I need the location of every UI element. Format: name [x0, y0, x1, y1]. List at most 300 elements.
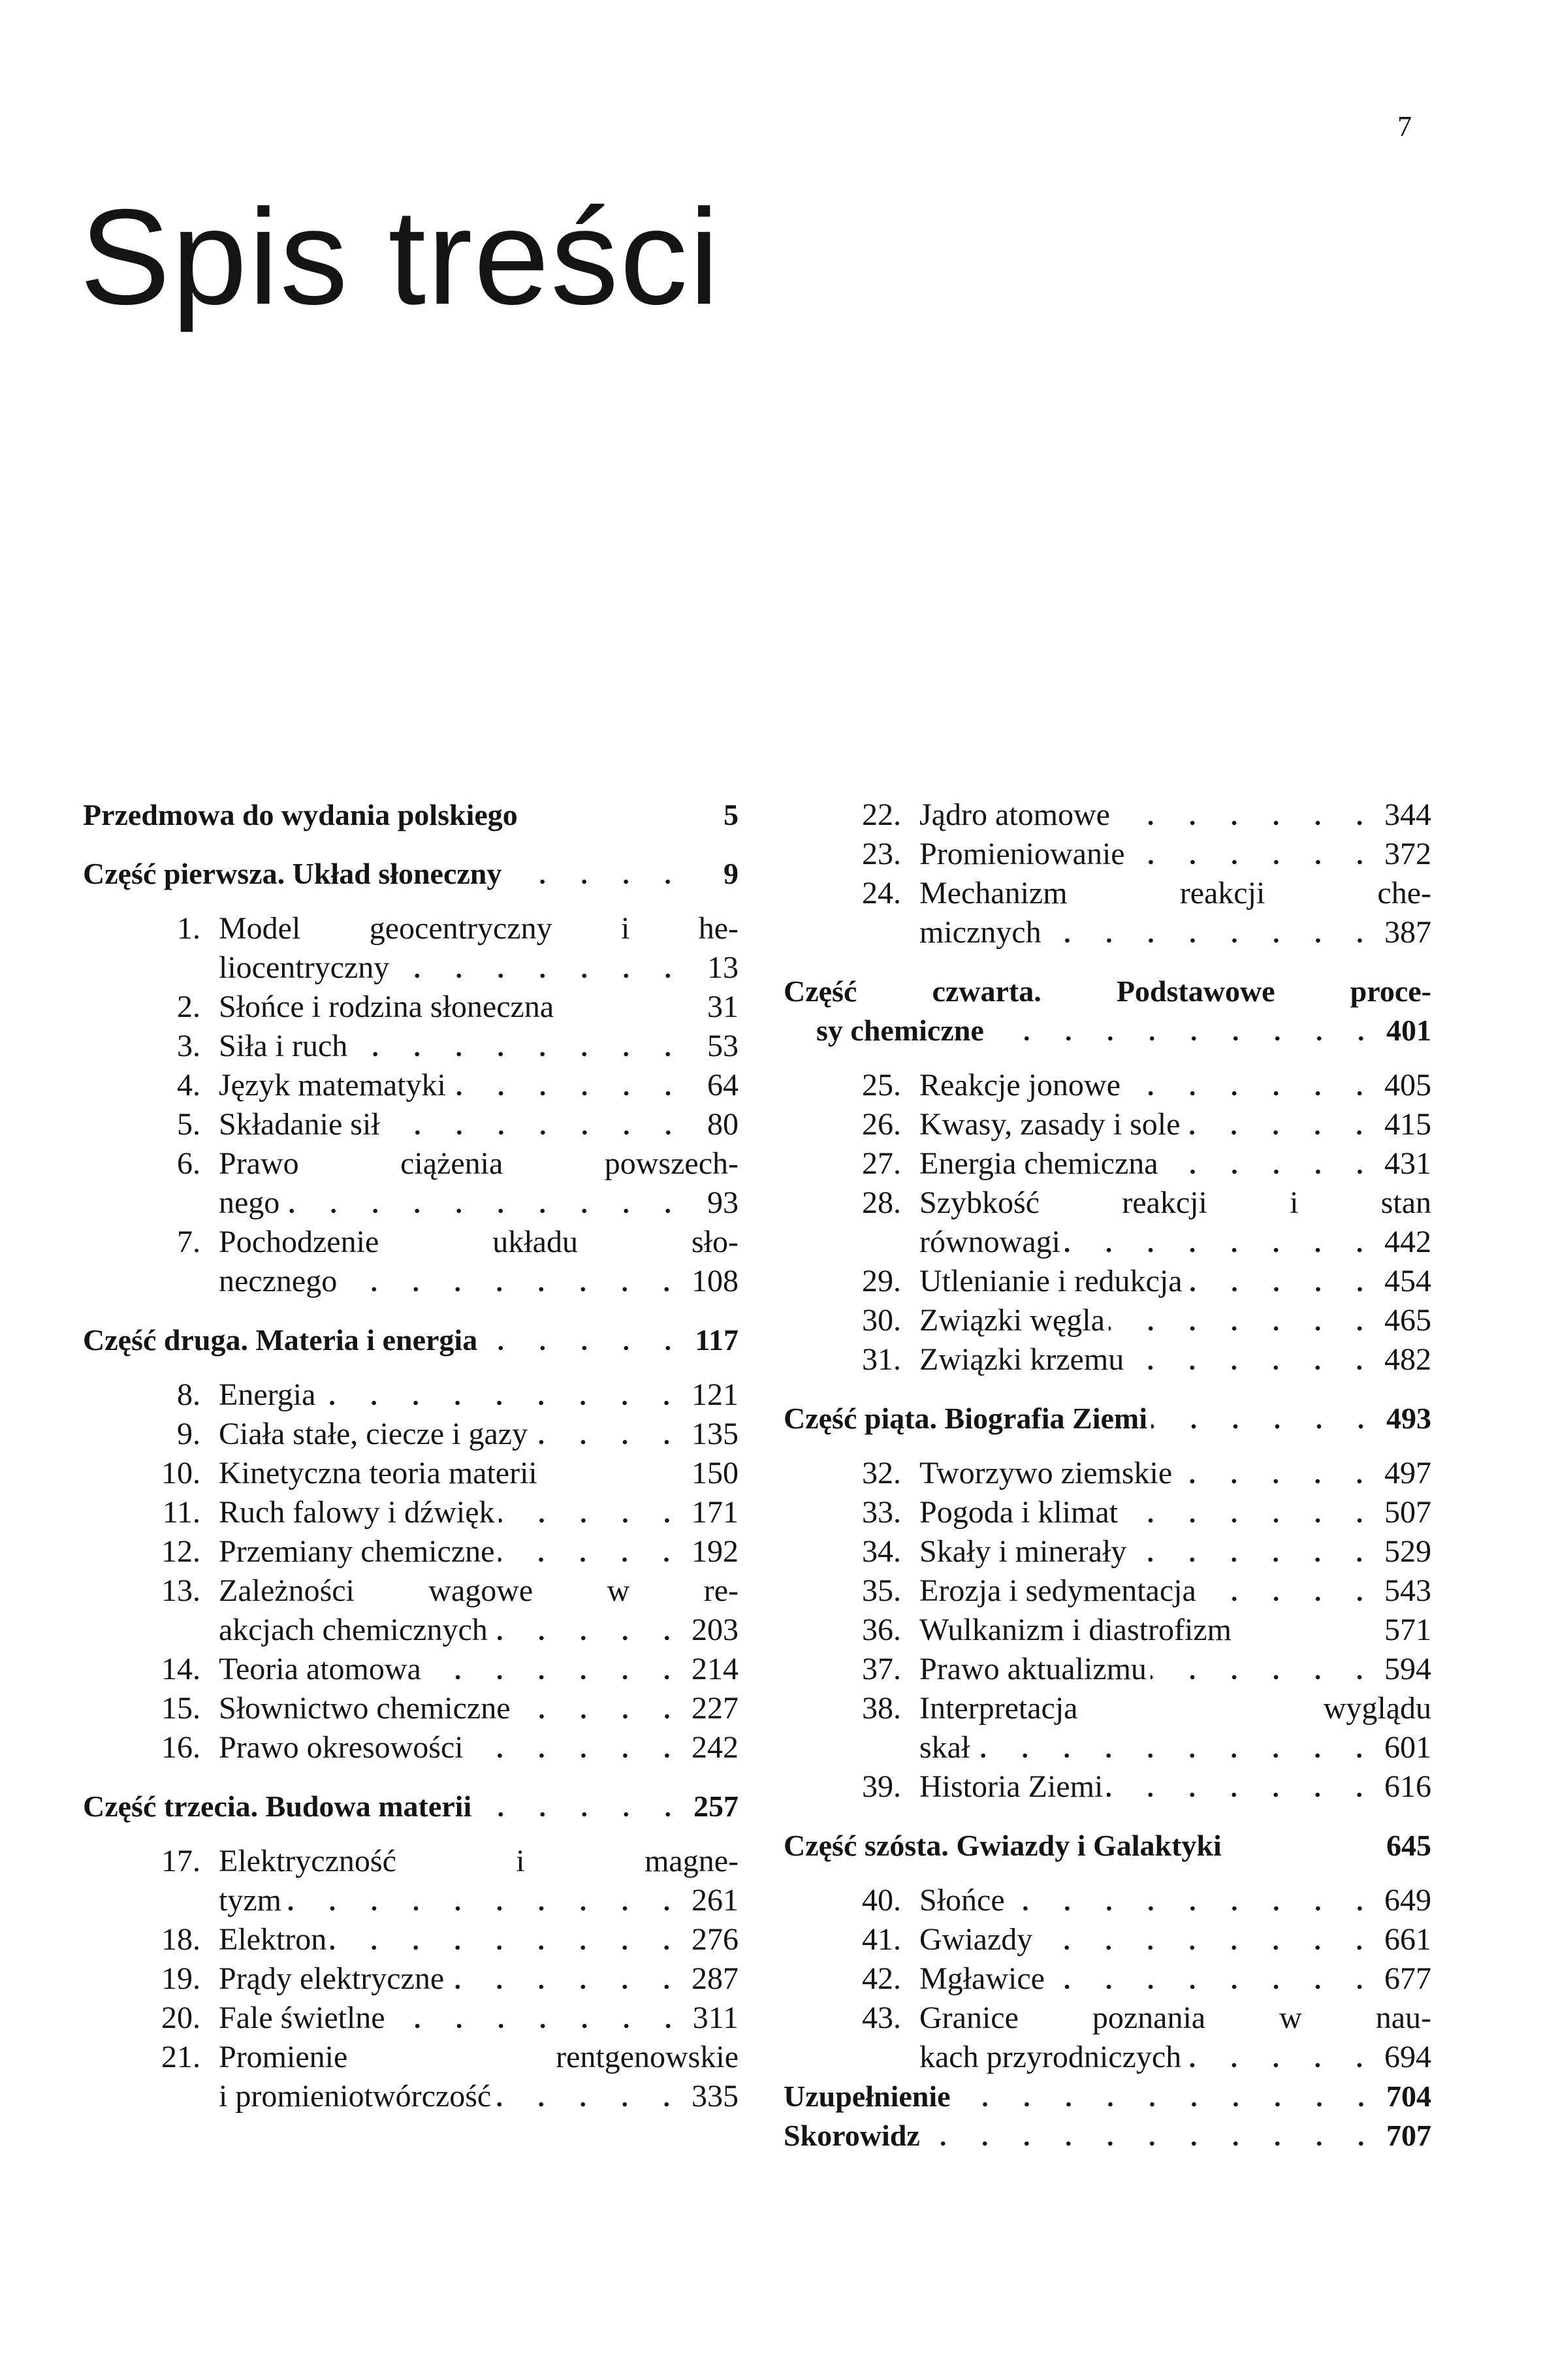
toc-column-left [83, 796, 739, 2116]
entry-title: Związki krzemu [919, 1342, 1124, 1377]
toc-line [83, 1728, 739, 1767]
entry-title: Fale świetlne [219, 2001, 385, 2035]
page-ref: 465 [1384, 1303, 1431, 1338]
entry-number: 5. [177, 1107, 200, 1142]
page-ref: 214 [692, 1652, 739, 1686]
entry-number: 10. [161, 1456, 200, 1490]
toc-line [784, 1999, 1431, 2038]
page-ref: 335 [692, 2079, 739, 2114]
dot-leader [974, 1752, 1380, 1760]
dot-leader [1009, 1905, 1380, 1912]
toc-entry[interactable] [83, 1493, 739, 1532]
toc-entry[interactable] [83, 1920, 739, 1959]
dot-leader [1184, 1129, 1380, 1136]
dot-leader [1128, 1364, 1380, 1372]
page-ref: 93 [707, 1185, 739, 1220]
toc-entry[interactable] [83, 1105, 739, 1144]
entry-title: tyzm [219, 1883, 281, 1918]
toc-line [784, 1767, 1431, 1807]
entry-title: Historia Ziemi [919, 1769, 1104, 1804]
toc-line [83, 1105, 739, 1144]
toc-entry[interactable] [784, 1920, 1431, 1959]
toc-entry[interactable] [83, 1375, 739, 1415]
dot-leader [1129, 858, 1380, 866]
toc-line [784, 1826, 1431, 1865]
page-ref: 661 [1384, 1922, 1431, 1957]
entry-title: Część piąta. Biografia Ziemi [784, 1402, 1148, 1435]
toc-line [784, 1301, 1431, 1340]
entry-title: Uzupełnienie [784, 2080, 951, 2113]
toc-line [83, 1321, 739, 1360]
toc-line [784, 1183, 1431, 1223]
entry-title: Interpretacja wyglądu [919, 1691, 1431, 1726]
dot-leader [1049, 1983, 1380, 1991]
page-ref: 415 [1384, 1107, 1431, 1142]
dot-leader [1122, 1517, 1380, 1524]
toc-line [784, 1650, 1431, 1689]
page-ref: 645 [1386, 1829, 1431, 1862]
entry-title: Pochodzenie układu sło- [219, 1225, 739, 1259]
entry-title: Język matematyki [219, 1068, 446, 1102]
toc-line [784, 2038, 1431, 2077]
entry-title: Składanie sił [219, 1107, 380, 1142]
entry-number: 4. [177, 1068, 200, 1102]
toc-line [83, 1415, 739, 1454]
page-ref: 257 [693, 1790, 739, 1823]
toc-line [784, 2116, 1431, 2155]
entry-title: Część czwarta. Podstawowe proce- [784, 974, 1431, 1008]
entry-title: necznego [219, 1264, 338, 1298]
dot-leader [924, 2140, 1382, 2147]
toc-entry[interactable] [784, 1183, 1431, 1262]
toc-line [83, 1493, 739, 1532]
entry-number: 26. [862, 1107, 901, 1142]
toc-part-heading[interactable] [83, 1321, 739, 1360]
page-ref: 543 [1384, 1573, 1431, 1608]
toc-entry[interactable] [83, 1689, 739, 1728]
page-ref: 649 [1384, 1883, 1431, 1918]
entry-number: 38. [862, 1691, 901, 1726]
toc-line [83, 796, 739, 835]
page-ref: 53 [707, 1029, 739, 1063]
entry-number: 14. [161, 1652, 200, 1686]
entry-number: 23. [862, 837, 901, 871]
toc-entry[interactable] [83, 909, 739, 988]
dot-leader [955, 2100, 1382, 2108]
toc-line [784, 1223, 1431, 1262]
entry-title: Ruch falowy i dźwięk [219, 1495, 495, 1530]
dot-leader [285, 1905, 688, 1912]
toc-entry[interactable] [784, 1881, 1431, 1920]
toc-entry[interactable] [784, 1959, 1431, 1999]
entry-title: liocentryczny [219, 950, 390, 985]
dot-leader [341, 1285, 688, 1293]
entry-number: 34. [862, 1534, 901, 1569]
entry-number: 22. [862, 797, 901, 832]
toc-line [784, 1144, 1431, 1183]
toc-line [83, 1787, 739, 1826]
toc-entry[interactable] [784, 1493, 1431, 1532]
entry-number: 28. [862, 1185, 901, 1220]
page-ref: 203 [692, 1613, 739, 1647]
dot-leader [499, 1517, 688, 1524]
entry-number: 24. [862, 876, 901, 910]
dot-leader [425, 1673, 688, 1681]
toc-line [83, 1027, 739, 1066]
page-ref: 507 [1384, 1495, 1431, 1530]
toc-line [784, 1881, 1431, 1920]
page-ref: 108 [692, 1264, 739, 1298]
entry-title: Słownictwo chemiczne [219, 1691, 511, 1726]
page-ref: 121 [692, 1377, 739, 1412]
toc-line [83, 1375, 739, 1415]
entry-title: Energia chemiczna [919, 1146, 1158, 1181]
toc-line [83, 854, 739, 893]
entry-number: 31. [862, 1342, 901, 1377]
toc-entry[interactable] [784, 874, 1431, 952]
toc-entry[interactable] [83, 1066, 739, 1105]
dot-leader [1151, 1673, 1380, 1681]
page-ref: 482 [1384, 1342, 1431, 1377]
entry-title: Promieniowanie [919, 837, 1125, 871]
toc-entry[interactable] [83, 1959, 739, 1999]
entry-number: 11. [162, 1495, 200, 1530]
dot-leader [532, 1438, 688, 1446]
toc-entry[interactable] [784, 835, 1431, 874]
toc-entry[interactable] [784, 1262, 1431, 1301]
entry-title: Ciała stałe, ciecze i gazy [219, 1417, 528, 1451]
page-ref: 387 [1384, 915, 1431, 950]
toc-entry[interactable] [784, 1066, 1431, 1105]
toc-entry[interactable] [83, 1415, 739, 1454]
toc-part-heading[interactable] [784, 1399, 1431, 1438]
page-ref: 405 [1384, 1068, 1431, 1102]
toc-part-heading[interactable] [784, 1826, 1431, 1865]
entry-title: Utlenianie i redukcja [919, 1264, 1183, 1298]
toc-entry[interactable] [83, 1454, 739, 1493]
toc-line [784, 2077, 1431, 2116]
toc-line [784, 1399, 1431, 1438]
entry-number: 18. [161, 1922, 200, 1957]
dot-leader [1176, 1477, 1380, 1485]
toc-line [83, 1066, 739, 1105]
dot-leader [319, 1399, 688, 1407]
toc-line [83, 1144, 739, 1183]
page-ref: 117 [695, 1323, 739, 1357]
dot-leader [498, 1556, 688, 1564]
toc-entry[interactable] [784, 1571, 1431, 1611]
entry-title: skał [919, 1730, 970, 1765]
entry-number: 15. [161, 1691, 200, 1726]
entry-title: Związki węgla [919, 1303, 1105, 1338]
entry-number: 36. [862, 1613, 901, 1647]
entry-title: równowagi [919, 1225, 1060, 1259]
entry-title: Część pierwsza. Układ słoneczny [83, 857, 502, 890]
dot-leader [1064, 1246, 1380, 1254]
toc-line [784, 835, 1431, 874]
entry-title: Zależności wagowe w re- [219, 1573, 739, 1608]
dot-leader [1162, 1168, 1380, 1176]
entry-number: 7. [177, 1225, 200, 1259]
page-ref: 694 [1384, 2040, 1431, 2074]
dot-leader [505, 878, 689, 886]
entry-title: Kinetyczna teoria materii [219, 1456, 537, 1490]
toc-entry[interactable] [784, 1999, 1431, 2077]
page-ref: 261 [692, 1883, 739, 1918]
dot-leader [1114, 819, 1380, 827]
page-ref: 601 [1384, 1730, 1431, 1765]
entry-title: Skorowidz [784, 2119, 920, 2152]
entry-number: 40. [862, 1883, 901, 1918]
dot-leader [468, 1752, 688, 1760]
dot-leader [1130, 1556, 1380, 1564]
toc-entry[interactable] [83, 1650, 739, 1689]
toc-line [784, 796, 1431, 835]
entry-title: Kwasy, zasady i sole [919, 1107, 1181, 1142]
entry-number: 2. [177, 989, 200, 1024]
toc-line [83, 909, 739, 948]
entry-title: Teoria atomowa [219, 1652, 421, 1686]
dot-leader [481, 1344, 689, 1352]
toc-line [83, 1183, 739, 1223]
entry-number: 25. [862, 1068, 901, 1102]
entry-title: Słońce [919, 1883, 1005, 1918]
dot-leader [1151, 1423, 1382, 1430]
page-ref: 704 [1386, 2080, 1431, 2113]
entry-number: 9. [177, 1417, 200, 1451]
entry-title: Mechanizm reakcji che- [919, 876, 1431, 910]
entry-title: Promienie rentgenowskie [219, 2040, 739, 2074]
dot-leader [1124, 1089, 1380, 1097]
page-ref: 135 [692, 1417, 739, 1451]
toc-line [83, 1999, 739, 2038]
toc-column-right [784, 796, 1431, 2155]
dot-leader [1200, 1595, 1380, 1603]
dot-leader [330, 1944, 688, 1952]
toc-entry[interactable] [784, 1301, 1431, 1340]
page-ref: 497 [1384, 1456, 1431, 1490]
entry-number: 1. [177, 911, 200, 946]
dot-leader [492, 1634, 688, 1642]
page-ref: 616 [1384, 1769, 1431, 1804]
toc-entry[interactable] [784, 1454, 1431, 1493]
dot-leader [1185, 2061, 1380, 2069]
toc-line [784, 1689, 1431, 1728]
toc-line [83, 1223, 739, 1262]
entry-number: 27. [862, 1146, 901, 1181]
page-ref: 64 [707, 1068, 739, 1102]
page-ref: 401 [1386, 1014, 1431, 1047]
entry-title: Część druga. Materia i energia [83, 1323, 478, 1357]
entry-title: Pogoda i klimat [919, 1495, 1118, 1530]
entry-number: 13. [161, 1573, 200, 1608]
page-ref: 150 [692, 1456, 739, 1490]
toc-line [784, 1920, 1431, 1959]
page-ref: 529 [1384, 1534, 1431, 1569]
dot-leader [1109, 1325, 1380, 1332]
toc-entry[interactable] [784, 1689, 1431, 1767]
page-ref: 372 [1384, 837, 1431, 871]
toc-entry[interactable] [784, 796, 1431, 835]
dot-leader [393, 972, 689, 980]
toc-part-heading[interactable] [784, 972, 1431, 1050]
page-ref: 311 [692, 2001, 739, 2035]
page-ref: 276 [692, 1922, 739, 1957]
entry-title: kach przyrodniczych [919, 2040, 1182, 2074]
entry-title: Skały i minerały [919, 1534, 1127, 1569]
entry-number: 32. [862, 1456, 901, 1490]
entry-number: 39. [862, 1769, 901, 1804]
entry-number: 16. [161, 1730, 200, 1765]
page-ref: 442 [1384, 1225, 1431, 1259]
toc-line [83, 1262, 739, 1301]
toc-line [83, 2077, 739, 2116]
toc-entry[interactable] [784, 1105, 1431, 1144]
entry-title: nego [219, 1185, 280, 1220]
toc-line [83, 988, 739, 1027]
toc-line [784, 1728, 1431, 1767]
entry-title: Mgławice [919, 1961, 1045, 1996]
entry-title: sy chemiczne [816, 1014, 984, 1047]
page-ref: 13 [707, 950, 739, 985]
entry-title: Prawo aktualizmu [919, 1652, 1147, 1686]
entry-title: Reakcje jonowe [919, 1068, 1121, 1102]
page-ref: 80 [707, 1107, 739, 1142]
page-ref: 9 [724, 857, 739, 890]
entry-number: 6. [177, 1146, 200, 1181]
entry-title: Energia [219, 1377, 316, 1412]
entry-title: Tworzywo ziemskie [919, 1456, 1173, 1490]
dot-leader [988, 1035, 1382, 1042]
page-ref: 594 [1384, 1652, 1431, 1686]
toc-line [83, 2038, 739, 2077]
page-ref: 192 [692, 1534, 739, 1569]
entry-title: Prawo ciążenia powszech- [219, 1146, 739, 1181]
toc-entry[interactable] [784, 1611, 1431, 1650]
toc-line [83, 1650, 739, 1689]
page-ref: 454 [1384, 1264, 1431, 1298]
entry-number: 3. [177, 1029, 200, 1063]
toc-entry[interactable] [83, 1728, 739, 1767]
toc-entry[interactable] [784, 1144, 1431, 1183]
entry-number: 21. [161, 2040, 200, 2074]
toc-entry[interactable] [83, 1223, 739, 1301]
toc-line [83, 1532, 739, 1571]
toc-entry[interactable] [83, 1532, 739, 1571]
entry-title: Przemiany chemiczne [219, 1534, 495, 1569]
entry-title: Elektryczność i magne- [219, 1844, 739, 1878]
toc-part-heading[interactable] [784, 2077, 1431, 2116]
page-ref: 493 [1386, 1402, 1431, 1435]
page-ref: 571 [1384, 1613, 1431, 1647]
dot-leader [384, 1129, 689, 1136]
toc-line [784, 1454, 1431, 1493]
page-ref: 707 [1386, 2119, 1431, 2152]
page-ref: 242 [692, 1730, 739, 1765]
dot-leader [1045, 937, 1380, 944]
entry-number: 41. [862, 1922, 901, 1957]
entry-number: 29. [862, 1264, 901, 1298]
dot-leader [1107, 1791, 1380, 1799]
page-ref: 5 [724, 798, 739, 831]
entry-number: 17. [161, 1844, 200, 1878]
toc-line [784, 1011, 1431, 1050]
toc-line [784, 1611, 1431, 1650]
toc-line [784, 1959, 1431, 1999]
dot-leader [1186, 1285, 1381, 1293]
toc-line [784, 1340, 1431, 1379]
page-number: 7 [1397, 110, 1412, 142]
page-ref: 344 [1384, 797, 1431, 832]
toc-entry[interactable] [784, 1532, 1431, 1571]
toc-entry[interactable] [83, 2038, 739, 2116]
entry-number: 12. [161, 1534, 200, 1569]
entry-title: Jądro atomowe [919, 797, 1110, 832]
dot-leader [351, 1050, 689, 1058]
toc-line [784, 913, 1431, 952]
dot-leader [495, 2100, 688, 2108]
entry-number: 43. [862, 2001, 901, 2035]
dot-leader [450, 1089, 689, 1097]
entry-title: i promieniotwórczość [219, 2079, 492, 2114]
page-ref: 31 [707, 989, 739, 1024]
toc-line [83, 1454, 739, 1493]
toc-line [83, 948, 739, 988]
toc-entry[interactable] [83, 988, 739, 1027]
toc-part-heading[interactable] [83, 796, 739, 835]
toc-entry[interactable] [784, 1650, 1431, 1689]
entry-number: 19. [161, 1961, 200, 1996]
toc-entry[interactable] [83, 1144, 739, 1223]
dot-leader [475, 1810, 689, 1818]
entry-title: Erozja i sedymentacja [919, 1573, 1196, 1608]
toc-entry[interactable] [83, 1999, 739, 2038]
toc-entry[interactable] [784, 1340, 1431, 1379]
toc-line [83, 1571, 739, 1611]
toc-line [784, 1066, 1431, 1105]
toc-line [83, 1881, 739, 1920]
toc-part-heading[interactable] [784, 2116, 1431, 2155]
page-ref: 431 [1384, 1146, 1431, 1181]
entry-title: Prądy elektryczne [219, 1961, 445, 1996]
toc-line [784, 1262, 1431, 1301]
entry-number: 42. [862, 1961, 901, 1996]
entry-number: 35. [862, 1573, 901, 1608]
entry-title: Granice poznania w nau- [919, 2001, 1431, 2035]
toc-line [83, 1611, 739, 1650]
toc-entry[interactable] [83, 1842, 739, 1920]
page-ref: 677 [1384, 1961, 1431, 1996]
entry-number: 20. [161, 2001, 200, 2035]
entry-title: Szybkość reakcji i stan [919, 1185, 1431, 1220]
page-ref: 287 [692, 1961, 739, 1996]
toc-entry[interactable] [83, 1027, 739, 1066]
entry-title: micznych [919, 915, 1042, 950]
toc-line [784, 1105, 1431, 1144]
entry-number: 37. [862, 1652, 901, 1686]
toc-entry[interactable] [83, 1571, 739, 1650]
entry-number: 33. [862, 1495, 901, 1530]
entry-title: akcjach chemicznych [219, 1613, 488, 1647]
toc-part-heading[interactable] [83, 854, 739, 893]
toc-part-heading[interactable] [83, 1787, 739, 1826]
toc-line [784, 1493, 1431, 1532]
entry-title: Część szósta. Gwiazdy i Galaktyki [784, 1829, 1222, 1862]
entry-title: Wulkanizm i diastrofizm [919, 1613, 1232, 1647]
toc-line [784, 874, 1431, 913]
toc-line [784, 1532, 1431, 1571]
toc-entry[interactable] [784, 1767, 1431, 1807]
